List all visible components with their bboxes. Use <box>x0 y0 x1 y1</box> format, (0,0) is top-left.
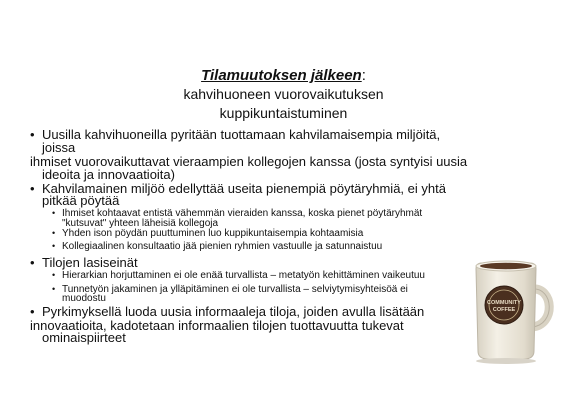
bullet-1-line-2: joissa <box>42 140 76 155</box>
sub-bullet-dot: • <box>52 208 56 218</box>
bullet-3-sub-2-line-2: muodostu <box>62 293 106 304</box>
bullet-3-sub-1: Hierarkian horjuttaminen ei ole enää turvallista – metatyön kehittäminen vaikeutuu <box>62 270 425 281</box>
bullet-2-line-1: Kahvilamainen miljöö edellyttää useita pienempiä pöytäryhmiä, ei yhtä <box>42 181 446 196</box>
title-line-1 <box>0 66 567 85</box>
bullet-dot: • <box>30 127 35 142</box>
bullet-4-line-2: innovaatioita, kadotetaan informaalien tilojen tuottavuutta tukevat <box>30 318 404 333</box>
bullet-2-sub-1-line-1: Ihmiset kohtaavat entistä vähemmän vieraiden kanssa, koska pienet pöytäryhmät <box>62 208 423 219</box>
sub-bullet-dot: • <box>52 228 56 238</box>
bullet-1-line-4: ideoita ja innovaatioita) <box>42 167 175 182</box>
bullet-dot: • <box>30 255 35 270</box>
bullet-1-line-1: Uusilla kahvihuoneilla pyritään tuottamaan kahvilamaisempia miljöitä, <box>42 127 441 142</box>
bullet-2-sub-3: Kollegiaalinen konsultaatio jää pienien ryhmien vastuulle ja satunnaistuu <box>62 241 383 252</box>
bullet-3-line-1: Tilojen lasiseinät <box>42 255 138 270</box>
coffee-mug-image <box>468 255 558 365</box>
bullet-2-line-2: pitkää pöytää <box>42 193 120 208</box>
title-line-2: kahvihuoneen vuorovaikutuksen <box>183 86 384 102</box>
sub-bullet-dot: • <box>52 241 56 251</box>
bullet-dot: • <box>30 181 35 196</box>
slide-title <box>0 66 567 123</box>
bullet-4-line-3: ominaispiirteet <box>42 330 126 345</box>
bullet-4-line-1: Pyrkimyksellä luoda uusia informaaleja tiloja, joiden avulla lisätään <box>42 304 425 319</box>
title-colon: : <box>361 67 366 84</box>
bullet-2-sub-1-line-2: "kutsuvat" yhteen läheisiä kollegoja <box>62 218 219 229</box>
title-emphasis: Tilamuutoksen jälkeen <box>201 67 362 84</box>
sub-bullet-dot: • <box>52 270 56 280</box>
sub-bullet-dot: • <box>52 284 56 294</box>
bullet-2-sub-2: Yhden ison pöydän puuttuminen luo kuppikuntaisempia kohtaamisia <box>62 228 364 239</box>
bullet-dot: • <box>30 304 35 319</box>
mug-label-line-2: COFFEE <box>492 307 516 313</box>
bullet-1-line-3: ihmiset vuorovaikuttavat vieraampien kollegojen kanssa (josta syntyisi uusia <box>30 154 468 169</box>
title-line-3: kuppikuntaistuminen <box>219 105 348 121</box>
mug-label-line-1: COMMUNITY <box>487 300 521 306</box>
bullet-3-sub-2-line-1: Tunnetyön jakaminen ja ylläpitäminen ei ole turvallista – selviytymisyhteisöä ei <box>62 284 408 295</box>
